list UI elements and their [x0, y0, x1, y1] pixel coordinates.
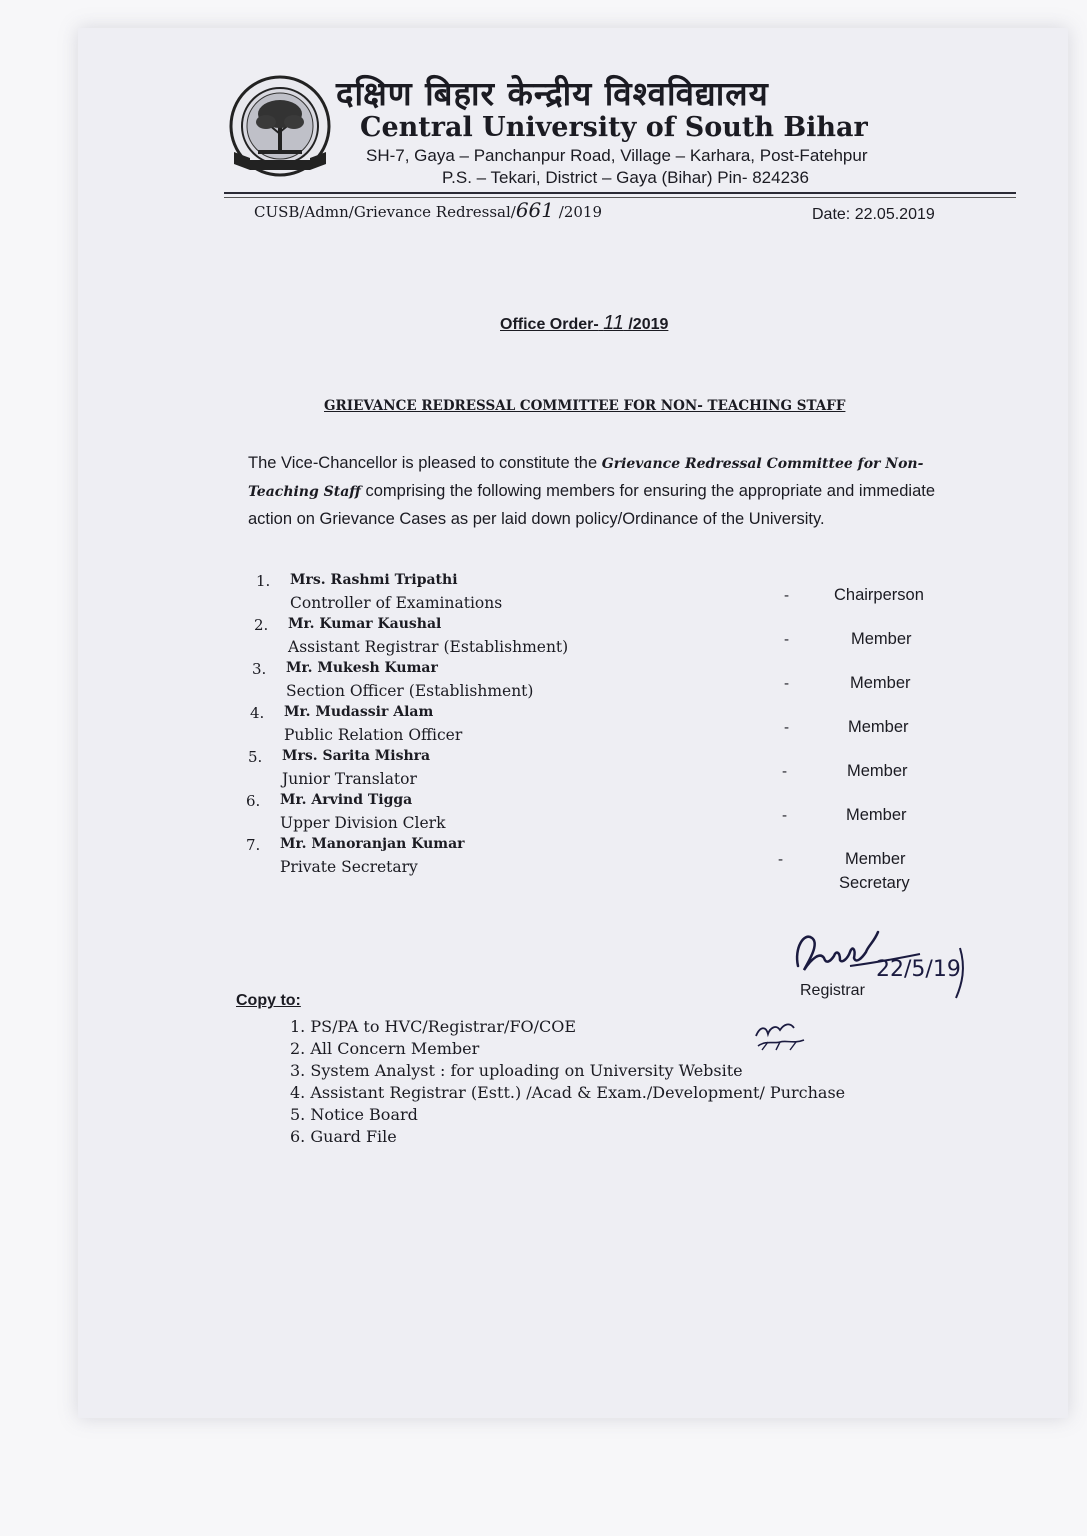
member-number: 5. — [248, 748, 263, 766]
office-order-label: Office Order- — [500, 316, 599, 333]
member-dash: - — [784, 718, 790, 736]
committee-heading: GRIEVANCE REDRESSAL COMMITTEE FOR NON- TEACHING STAFF — [324, 398, 846, 414]
member-role: Member — [845, 850, 906, 868]
university-seal-icon — [228, 74, 332, 178]
member-number: 2. — [254, 616, 269, 634]
member-role: Member — [846, 806, 907, 824]
university-name-english: Central University of South Bihar — [360, 112, 868, 143]
member-designation: Controller of Examinations — [290, 594, 503, 612]
member-name: Mrs. Rashmi Tripathi — [290, 572, 458, 588]
member-role: Member — [850, 674, 911, 692]
copy-to-item: 1. PS/PA to HVC/Registrar/FO/COE — [290, 1017, 577, 1036]
member-number: 6. — [246, 792, 261, 810]
member-designation: Upper Division Clerk — [280, 814, 446, 832]
copy-to-label: Copy to: — [236, 992, 301, 1009]
signature-date: 22/5/19 — [876, 957, 961, 982]
member-number: 4. — [250, 704, 265, 722]
member-dash: - — [784, 674, 790, 692]
member-role: Member — [847, 762, 908, 780]
member-dash: - — [782, 762, 788, 780]
intro-paragraph — [248, 450, 958, 533]
member-role: Member — [848, 718, 909, 736]
handwritten-initials — [750, 1014, 810, 1056]
member-role: Chairperson — [834, 586, 924, 604]
member-name: Mr. Arvind Tigga — [280, 792, 413, 808]
member-role: Member — [851, 630, 912, 648]
member-name: Mr. Manoranjan Kumar — [280, 836, 465, 852]
member-name: Mr. Kumar Kaushal — [288, 616, 442, 632]
member-name: Mr. Mukesh Kumar — [286, 660, 438, 676]
document-date: Date: 22.05.2019 — [812, 206, 935, 223]
paragraph-emphasis: Grievance Redressal Committee for Non-Teaching Staff — [248, 456, 924, 500]
member-role-secondary: Secretary — [839, 874, 910, 892]
member-name: Mr. Mudassir Alam — [284, 704, 434, 720]
reference-handwritten-number: 661 — [515, 198, 554, 222]
member-dash: - — [778, 850, 784, 868]
member-dash: - — [784, 586, 790, 604]
paragraph-text-1: The Vice-Chancellor is pleased to constitute the — [248, 454, 602, 472]
signatory-title: Registrar — [800, 982, 865, 999]
member-designation: Section Officer (Establishment) — [286, 682, 534, 700]
copy-to-item: 4. Assistant Registrar (Estt.) /Acad & Exam./Development/ Purchase — [290, 1083, 846, 1102]
member-number: 1. — [256, 572, 271, 590]
paragraph-text-2: comprising the following members for ensuring the appropriate and immediate action on Grievance Cases as per laid down policy/Ordinance of the University. — [248, 482, 936, 528]
member-dash: - — [782, 806, 788, 824]
member-number: 3. — [252, 660, 267, 678]
copy-to-item: 2. All Concern Member — [290, 1039, 480, 1058]
copy-to-item: 6. Guard File — [290, 1127, 397, 1146]
member-designation: Private Secretary — [280, 858, 418, 876]
copy-to-item: 5. Notice Board — [290, 1105, 418, 1124]
document-page — [78, 28, 1068, 1418]
member-name: Mrs. Sarita Mishra — [282, 748, 431, 764]
member-dash: - — [784, 630, 790, 648]
address-line-1: SH-7, Gaya – Panchanpur Road, Village – Karhara, Post-Fatehpur — [366, 146, 868, 165]
reference-suffix: /2019 — [554, 203, 602, 221]
member-designation: Junior Translator — [282, 770, 417, 788]
office-order-title — [500, 312, 668, 335]
reference-number — [254, 198, 602, 222]
member-designation: Assistant Registrar (Establishment) — [288, 638, 569, 656]
office-order-year: /2019 — [623, 316, 669, 333]
address-line-2: P.S. – Tekari, District – Gaya (Bihar) Pin- 824236 — [442, 168, 809, 187]
university-name-hindi: दक्षिण बिहार केन्द्रीय विश्वविद्यालय — [336, 74, 769, 113]
member-number: 7. — [246, 836, 261, 854]
member-designation: Public Relation Officer — [284, 726, 463, 744]
reference-prefix: CUSB/Admn/Grievance Redressal/ — [254, 203, 516, 221]
office-order-number: 11 — [603, 312, 624, 334]
copy-to-item: 3. System Analyst : for uploading on University Website — [290, 1061, 743, 1080]
